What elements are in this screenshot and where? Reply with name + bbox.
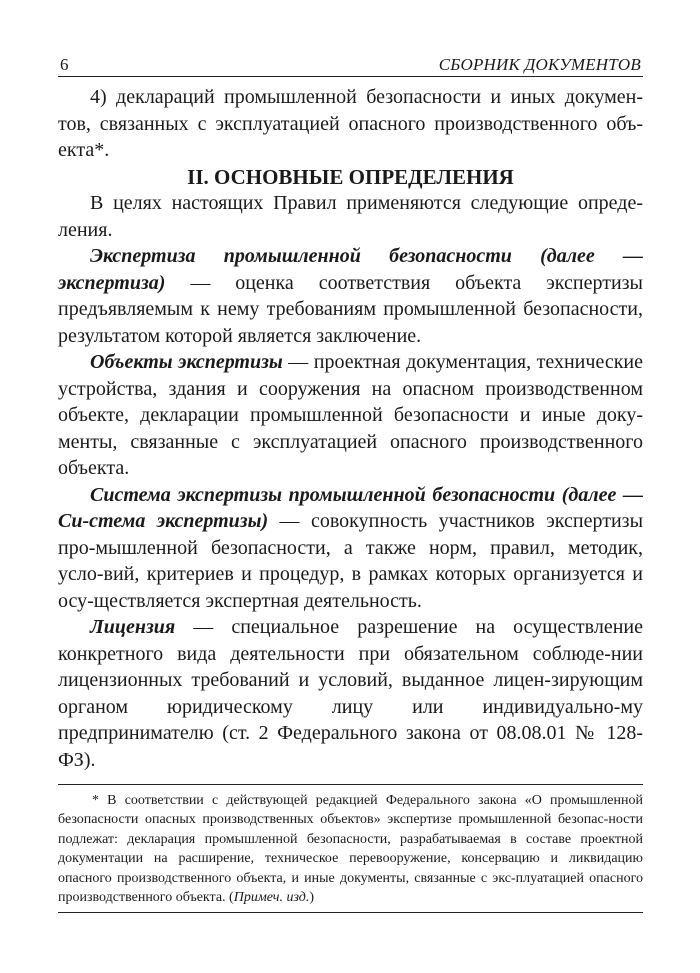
section-heading: II. ОСНОВНЫЕ ОПРЕДЕЛЕНИЯ [187,164,514,189]
definition-term: Лицензия [90,616,176,638]
definition-objects [58,349,643,482]
footnote [58,784,643,913]
definition-license [58,614,643,773]
definition-term: Система экспертизы промышленной безопасности (далее — Си-стема экспертизы) [58,483,643,532]
definition-text: — проектная документация, технические устройства, здания и сооружения на опасном производственном объекте, декларации промышленной безопасности и иные доку-менты, связанные с эксплуатацией опасного производственного объекта. [58,351,643,479]
definition-system [58,482,643,615]
definition-text: — оценка соответствия объекта экспертизы предъявляемым к нему требованиям промышленной безопасности, результатом которой является заключение. [58,271,643,347]
main-text [58,84,643,773]
footnote-text [58,791,643,907]
definition-term: Экспертиза промышленной безопасности (далее — экспертиза) [58,245,643,294]
definition-expertise [58,243,643,349]
running-header [58,54,643,77]
editor-note: Примеч. изд. [233,890,310,906]
footnote-body: * В соответствии с действующей редакцией Федерального закона «О промышленной безопасности опасных производственных объектов» экспертизе промышленной безопас-ности подлежат: декларация промышленной безопасности, разрабатываемая в составе проектной документации на расширение, техническое перевооружение, консервацию и ликвидацию опасного производственного объекта, и иные документы, связанные с экс-плуатацией опасного производственного объекта. ( [58,793,643,906]
definition-term: Объекты экспертизы [90,351,283,373]
list-item-4: 4) деклараций промышленной безопасности и иных докумен-тов, связанных с эксплуатацией опасного производственного объ-екта*. [58,86,643,161]
intro-paragraph: В целях настоящих Правил применяются следующие опреде-ления. [58,192,643,241]
footnote-close: ) [309,890,315,906]
running-title: СБОРНИК ДОКУМЕНТОВ [438,55,641,74]
definition-text: — совокупность участников экспертизы про-мышленной безопасности, а также норм, правил, методик, усло-вий, критериев и процедур, в рамках которых организуется и осу-ществляется экспертная деятельность. [58,510,644,612]
page-number: 6 [60,55,69,74]
definition-text: — специальное разрешение на осуществление конкретного вида деятельности при обязательном соблюде-нии лицензионных требований и условий, выданное лицен-зирующим органом юридическому лицу или индивидуально-му предпринимателю (ст. 2 Федерального закона от 08.08.01 № 128-ФЗ). [58,616,643,771]
